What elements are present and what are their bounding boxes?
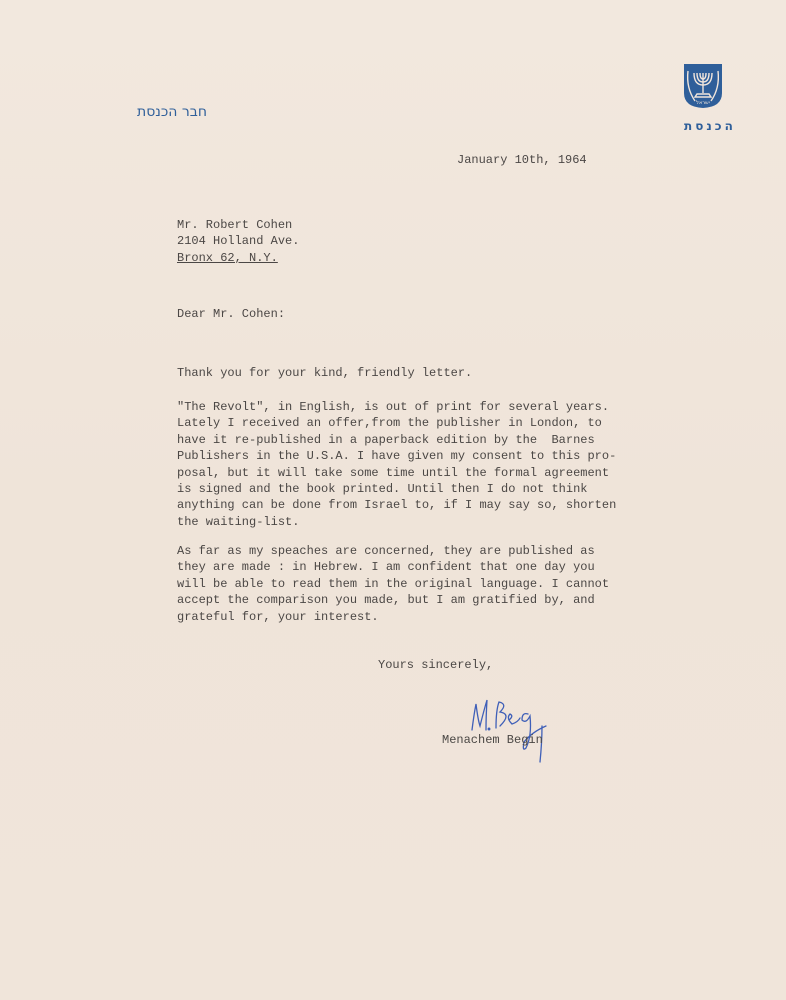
recipient-name: Mr. Robert Cohen <box>177 218 293 232</box>
paragraph-line: will be able to read them in the original language. I cannot <box>177 576 610 591</box>
paragraph-2 <box>177 399 616 530</box>
paragraph-1 <box>177 365 472 381</box>
paragraph-line: posal, but it will take some time until the formal agreement <box>177 465 610 480</box>
paragraph-line: Thank you for your kind, friendly letter. <box>177 366 473 380</box>
recipient-street: 2104 Holland Ave. <box>177 234 300 248</box>
recipient-city: Bronx 62, N.Y. <box>177 251 278 265</box>
paragraph-line: the waiting-list. <box>177 514 300 529</box>
handwritten-signature <box>462 692 552 767</box>
emblem-text: ישראל <box>696 100 710 106</box>
paragraph-3 <box>177 543 609 625</box>
paragraph-line: grateful for, your interest. <box>177 609 379 624</box>
institution-hebrew: הכנסת <box>684 119 736 133</box>
paragraph-line: "The Revolt", in English, is out of print for several years. <box>177 400 610 414</box>
paragraph-line: Publishers in the U.S.A. I have given my consent to this pro- <box>177 449 617 464</box>
paragraph-line: they are made : in Hebrew. I am confident that one day you <box>177 560 595 575</box>
member-title-hebrew: חבר הכנסת <box>137 104 208 120</box>
knesset-emblem-icon <box>683 63 723 109</box>
paragraph-line: have it re-published in a paperback edition by the Barnes <box>177 432 595 447</box>
closing: Yours sincerely, <box>378 658 494 672</box>
signatory-name: Menachem Begin <box>442 733 543 747</box>
salutation: Dear Mr. Cohen: <box>177 307 286 321</box>
letter-date: January 10th, 1964 <box>457 153 587 167</box>
paragraph-line: accept the comparison you made, but I am gratified by, and <box>177 593 595 608</box>
paragraph-line: As far as my speaches are concerned, they are published as <box>177 544 595 558</box>
paragraph-line: anything can be done from Israel to, if I may say so, shorten <box>177 498 617 513</box>
paragraph-line: Lately I received an offer,from the publisher in London, to <box>177 416 602 431</box>
paragraph-line: is signed and the book printed. Until then I do not think <box>177 481 588 496</box>
